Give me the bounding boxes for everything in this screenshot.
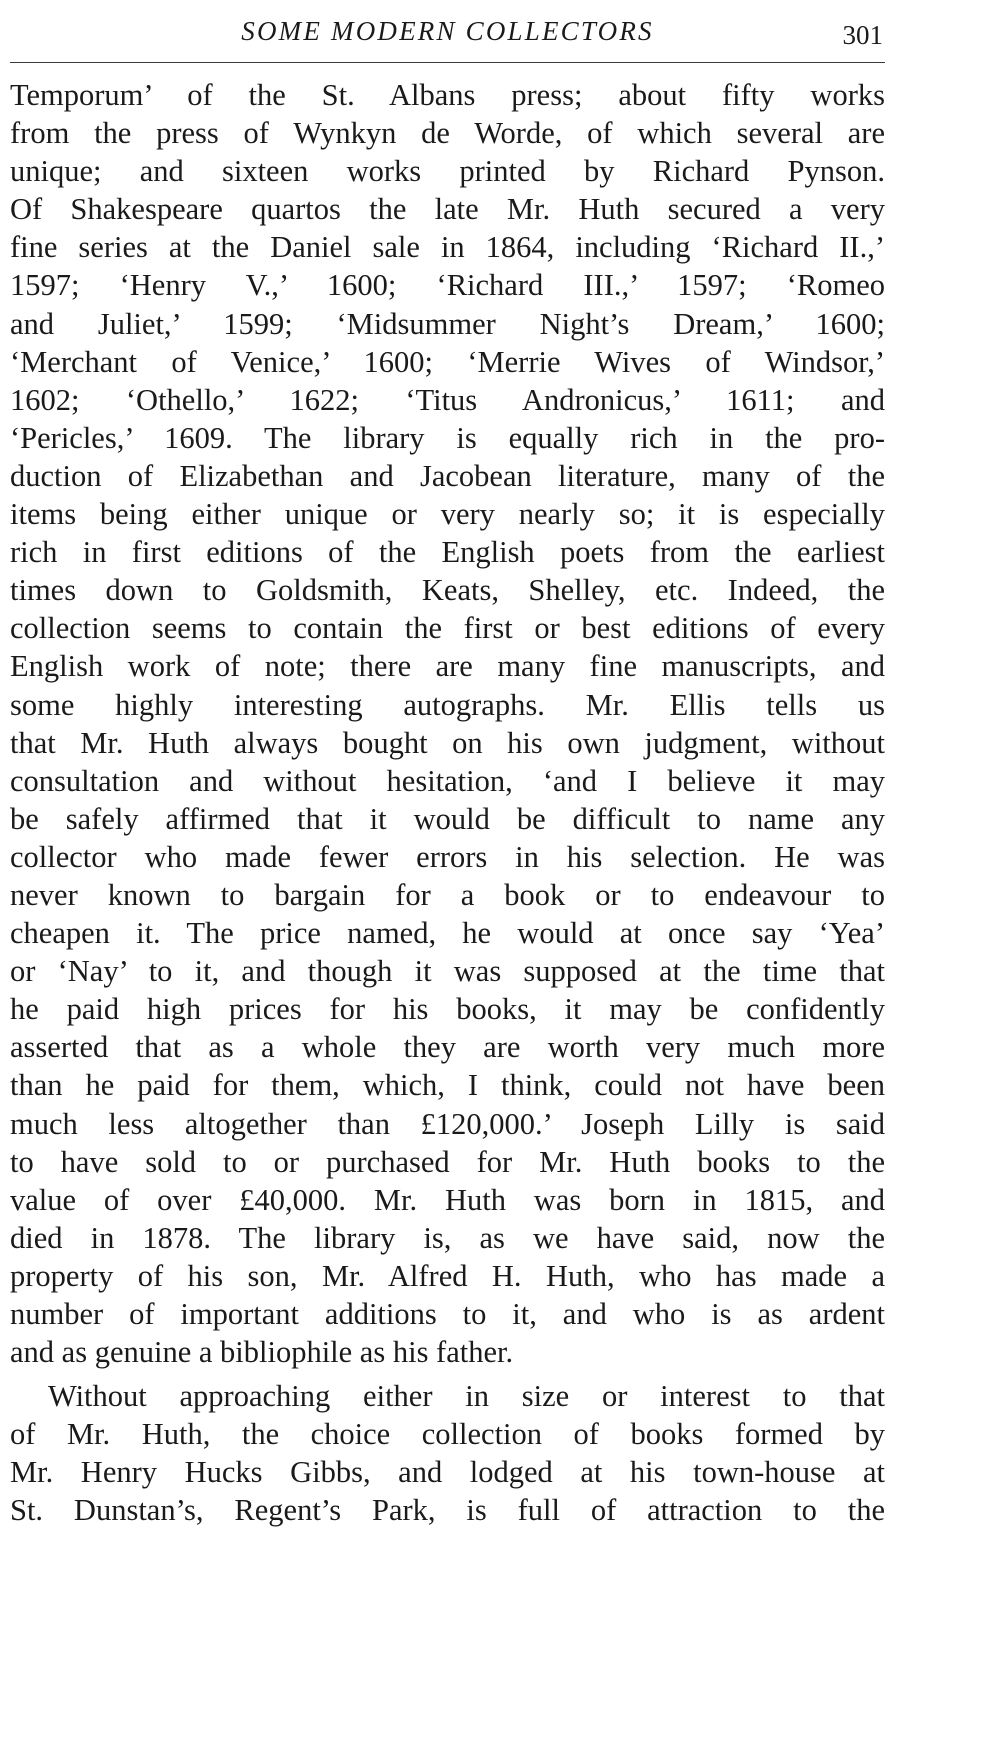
text-line: and Juliet,’ 1599; ‘Midsummer Night’s Dream,’ 1600;	[10, 306, 885, 341]
text-line: he paid high prices for his books, it may be confidently	[10, 992, 885, 1027]
page-number: 301	[842, 20, 883, 50]
book-page	[10, 0, 885, 1739]
text-line: unique; and sixteen works printed by Richard Pynson.	[10, 154, 885, 189]
text-line: times down to Goldsmith, Keats, Shelley, etc. Indeed, the	[10, 573, 885, 608]
text-line: property of his son, Mr. Alfred H. Huth, who has made a	[10, 1258, 885, 1293]
text-line: duction of Elizabethan and Jacobean literature, many of the	[10, 458, 885, 493]
text-line: Mr. Henry Hucks Gibbs, and lodged at his town-house at	[10, 1455, 885, 1490]
text-line: cheapen it. The price named, he would at once say ‘Yea’	[10, 916, 885, 951]
text-line: 1602; ‘Othello,’ 1622; ‘Titus Andronicus,’ 1611; and	[10, 382, 885, 417]
text-line: collection seems to contain the first or best editions of every	[10, 611, 885, 646]
text-line: English work of note; there are many fine manuscripts, and	[10, 649, 885, 684]
text-line: Without approaching either in size or interest to that	[48, 1379, 885, 1414]
text-line: ‘Merchant of Venice,’ 1600; ‘Merrie Wives of Windsor,’	[10, 344, 885, 379]
text-line: much less altogether than £120,000.’ Joseph Lilly is said	[10, 1106, 885, 1141]
text-line: never known to bargain for a book or to endeavour to	[10, 877, 885, 912]
text-line: rich in first editions of the English poets from the earliest	[10, 535, 885, 570]
text-line: value of over £40,000. Mr. Huth was born in 1815, and	[10, 1182, 885, 1217]
running-title: SOME MODERN COLLECTORS	[241, 16, 654, 46]
text-line: collector who made fewer errors in his selection. He was	[10, 839, 885, 874]
text-line: or ‘Nay’ to it, and though it was supposed at the time that	[10, 954, 885, 989]
text-line: some highly interesting autographs. Mr. Ellis tells us	[10, 687, 885, 722]
text-line: that Mr. Huth always bought on his own judgment, without	[10, 725, 885, 760]
body-text	[10, 76, 885, 1530]
text-line: to have sold to or purchased for Mr. Huth books to the	[10, 1144, 885, 1179]
paragraph	[10, 1377, 885, 1529]
text-line: 1597; ‘Henry V.,’ 1600; ‘Richard III.,’ 1597; ‘Romeo	[10, 268, 885, 303]
text-line: St. Dunstan’s, Regent’s Park, is full of attraction to the	[10, 1493, 885, 1528]
text-line: asserted that as a whole they are worth very much more	[10, 1030, 885, 1065]
text-line: number of important additions to it, and who is as ardent	[10, 1297, 885, 1331]
text-line: died in 1878. The library is, as we have said, now the	[10, 1220, 885, 1255]
text-line: of Mr. Huth, the choice collection of books formed by	[10, 1417, 885, 1452]
paragraph	[10, 76, 885, 1371]
text-line: Temporum’ of the St. Albans press; about fifty works	[10, 78, 885, 112]
page-header	[10, 10, 885, 50]
text-line: consultation and without hesitation, ‘and I believe it may	[10, 763, 885, 798]
text-line: from the press of Wynkyn de Worde, of which several are	[10, 116, 885, 151]
header-rule	[10, 62, 885, 63]
text-line: be safely affirmed that it would be difficult to name any	[10, 801, 885, 836]
text-line: and as genuine a bibliophile as his father.	[10, 1335, 514, 1370]
text-line: Of Shakespeare quartos the late Mr. Huth secured a very	[10, 192, 885, 227]
text-line: than he paid for them, which, I think, could not have been	[10, 1068, 885, 1103]
text-line: ‘Pericles,’ 1609. The library is equally rich in the pro-	[10, 420, 885, 455]
text-line: items being either unique or very nearly so; it is especially	[10, 497, 885, 532]
text-line: fine series at the Daniel sale in 1864, including ‘Richard II.,’	[10, 230, 885, 265]
